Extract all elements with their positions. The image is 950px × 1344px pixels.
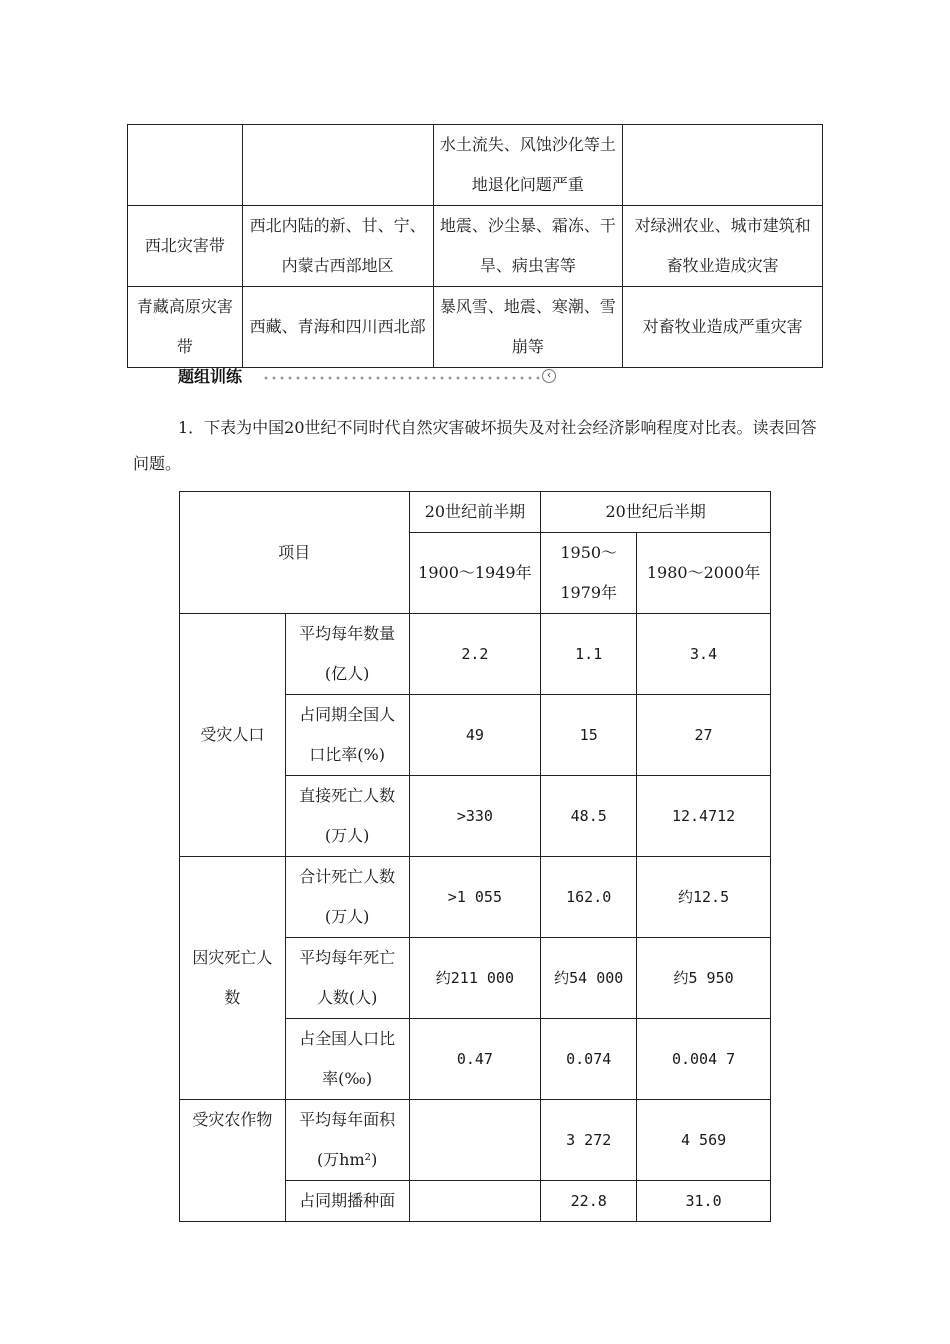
- table-cell: 27: [637, 695, 771, 776]
- section-title: 题组训练: [178, 367, 243, 386]
- row-label: 合计死亡人数(万人): [285, 857, 409, 938]
- row-label: 占全国人口比率(‰): [285, 1019, 409, 1100]
- table-cell: 31.0: [637, 1181, 771, 1222]
- question-text: 1．下表为中国20世纪不同时代自然灾害破坏损失及对社会经济影响程度对比表。读表回答问题。: [133, 418, 817, 473]
- table-cell: 49: [409, 695, 541, 776]
- disaster-loss-table: [179, 491, 771, 1222]
- header-second-half: 20世纪后半期: [541, 492, 771, 533]
- row-label: 平均每年数量(亿人): [285, 614, 409, 695]
- table-cell: 西北灾害带: [128, 206, 243, 287]
- table-row: [180, 857, 771, 938]
- table-row: [128, 206, 823, 287]
- table-cell: 暴风雪、地震、寒潮、雪崩等: [433, 287, 623, 368]
- table-cell: 西藏、青海和四川西北部: [242, 287, 433, 368]
- dotted-divider: [262, 376, 544, 380]
- table-cell: 1.1: [541, 614, 637, 695]
- table-cell: 3 272: [541, 1100, 637, 1181]
- table-cell: 0.004 7: [637, 1019, 771, 1100]
- row-label: 占同期播种面: [285, 1181, 409, 1222]
- table-cell: >330: [409, 776, 541, 857]
- table-row: [128, 125, 823, 206]
- group-label: 受灾农作物: [180, 1100, 286, 1222]
- table-header-row: [180, 492, 771, 533]
- group-label: 因灾死亡人数: [180, 857, 286, 1100]
- table-cell: 4 569: [637, 1100, 771, 1181]
- table-row: [180, 614, 771, 695]
- table-cell: 22.8: [541, 1181, 637, 1222]
- table-cell: 约211 000: [409, 938, 541, 1019]
- table-cell: 0.074: [541, 1019, 637, 1100]
- table-cell: 西北内陆的新、甘、宁、内蒙古西部地区: [242, 206, 433, 287]
- header-period: 1900～1949年: [409, 533, 541, 614]
- table-cell: [128, 125, 243, 206]
- table-cell: 对绿洲农业、城市建筑和畜牧业造成灾害: [623, 206, 823, 287]
- table-cell: 0.47: [409, 1019, 541, 1100]
- row-label: 平均每年面积(万hm²): [285, 1100, 409, 1181]
- disaster-belt-table: [127, 124, 823, 368]
- table-cell: 对畜牧业造成严重灾害: [623, 287, 823, 368]
- header-period: 1950～1979年: [541, 533, 637, 614]
- table-cell: >1 055: [409, 857, 541, 938]
- table-row: [180, 1100, 771, 1181]
- row-label: 占同期全国人口比率(%): [285, 695, 409, 776]
- header-period: 1980～2000年: [637, 533, 771, 614]
- table-cell: [242, 125, 433, 206]
- table-row: [128, 287, 823, 368]
- table-cell: [409, 1181, 541, 1222]
- table-cell: [409, 1100, 541, 1181]
- table-cell: 162.0: [541, 857, 637, 938]
- table-cell: 约12.5: [637, 857, 771, 938]
- row-label: 平均每年死亡人数(人): [285, 938, 409, 1019]
- table-cell: 水土流失、风蚀沙化等土地退化问题严重: [433, 125, 623, 206]
- group-label: 受灾人口: [180, 614, 286, 857]
- table-cell: 48.5: [541, 776, 637, 857]
- table-cell: 地震、沙尘暴、霜冻、干旱、病虫害等: [433, 206, 623, 287]
- row-label: 直接死亡人数(万人): [285, 776, 409, 857]
- header-item: 项目: [180, 492, 410, 614]
- table-cell: 约5 950: [637, 938, 771, 1019]
- section-header: [178, 366, 558, 390]
- table-cell: 3.4: [637, 614, 771, 695]
- table-cell: 12.4712: [637, 776, 771, 857]
- table-cell: 青藏高原灾害带: [128, 287, 243, 368]
- table-cell: [623, 125, 823, 206]
- table-cell: 2.2: [409, 614, 541, 695]
- header-first-half: 20世纪前半期: [409, 492, 541, 533]
- table-cell: 15: [541, 695, 637, 776]
- chevron-left-icon: ‹: [542, 369, 556, 383]
- table-cell: 约54 000: [541, 938, 637, 1019]
